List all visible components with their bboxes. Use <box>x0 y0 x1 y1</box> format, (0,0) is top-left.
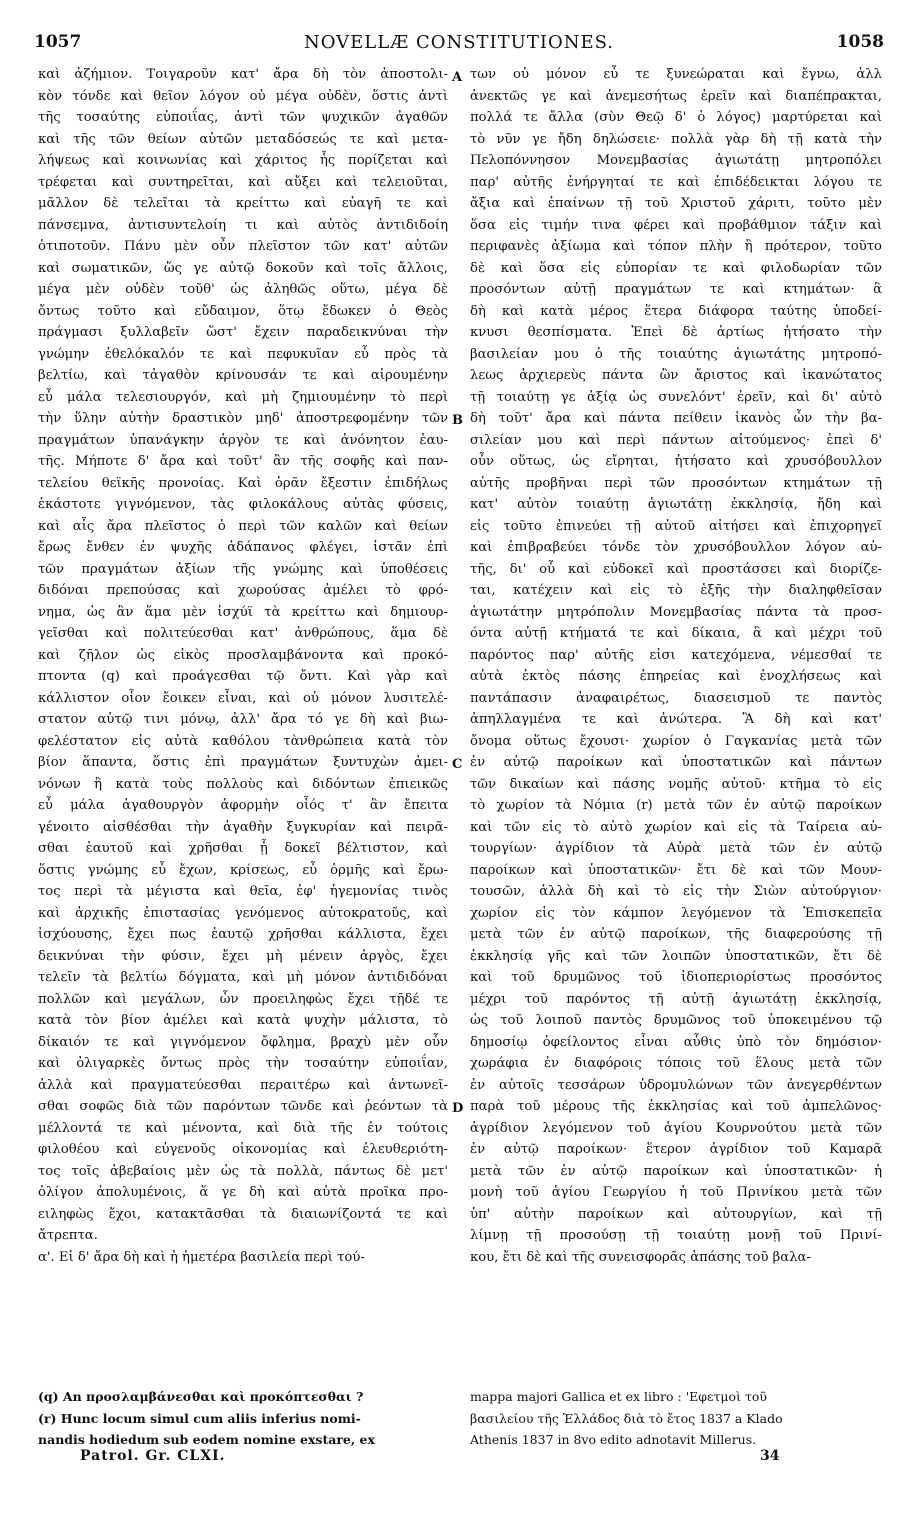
text-line: ειληφὼς ἔχοι, κατακτᾶσθαι τὰ διαιωνίζοντά τε καὶ <box>38 1206 448 1222</box>
text-line: καὶ τοῦ δρυμῶνος τοῦ ἰδιοπεριορίστως προσόντος <box>470 970 882 985</box>
text-line: χωρίον εἰς τὸν κάμπον λεγόμενον τὰ Ἐπισκεπεῖα <box>470 905 882 921</box>
section-marker-b: B <box>452 413 463 428</box>
text-line: κὸν τόνδε καὶ θεῖον λόγον οὐ μέγα οὐδὲν, ὅστις ἀντὶ <box>38 88 448 104</box>
text-line: μᾶλλον δὲ τελεῖται τὰ κρείττω καὶ εὐαγῆ τε καὶ <box>38 196 448 211</box>
text-line: Πελοπόννησον Μονεμβασίας ἁγιωτάτῃ μητροπόλει <box>470 153 882 168</box>
text-line: καὶ τῆς τῶν θείων αὐτῶν μεταδόσεώς τε καὶ μετα- <box>38 131 448 147</box>
footnotes-right <box>470 1388 882 1453</box>
text-line: τουσῶν, ἀλλὰ δὴ καὶ τὸ εἰς τὴν Σιὼν αὐτούργιον· <box>470 884 882 899</box>
text-line: σθαι σοφῶς διὰ τῶν παρόντων τῶνδε καὶ ῥεόντων τὰ <box>38 1099 448 1114</box>
text-line: παροίκων καὶ ὑποστατικῶν· ἔτι δὲ καὶ τῶν Μουν- <box>470 862 882 878</box>
text-line: τῶν δικαίων καὶ πάσης νομῆς αὐτοῦ· κτῆμα τὸ εἰς <box>470 776 882 792</box>
text-line: γένοιτο αἰσθέσθαι τὴν ἀγαθὴν ξυγκυρίαν καὶ πειρᾶ- <box>38 819 448 835</box>
text-line: ἀπηλλαγμένα τε καὶ ἀνώτερα. Ἃ δὴ καὶ κατ' <box>470 712 882 727</box>
text-line: εὖ μάλα ἀγαθουργὸν ἀφορμὴν οἷός τ' ἂν ἔπειτα <box>38 798 448 813</box>
text-line: καὶ ζῆλον ὡς εἰκὸς προσλαμβάνοντα καὶ προκό- <box>38 647 448 663</box>
page-header <box>34 32 884 58</box>
text-line: ὡς τοῦ λοιποῦ παντὸς δρυμῶνος τοῦ ὑποκειμένου τῷ <box>470 1013 882 1028</box>
text-line: φελέστατον εἰς αὐτὰ καθόλου τὰνθρώπεια κατὰ τὸν <box>38 733 448 749</box>
text-line: καὶ σωματικῶν, ὥς γε αὐτῷ δοκοῦν καὶ τοῖς ἄλλοις, <box>38 260 448 276</box>
text-line: ἐν αὐτῷ παροίκων καὶ ὑποστατικῶν καὶ πάντων <box>470 755 882 770</box>
running-title: NOVELLÆ CONSTITUTIONES. <box>303 32 615 53</box>
text-line: καὶ ἐπιβραβεύει τόνδε τὸν χρυσόβουλλον λόγον αὐ- <box>470 540 882 555</box>
text-line: μονὴ τοῦ ἁγίου Γεωργίου ἡ τοῦ Πρινίκου μετὰ τῶν <box>470 1185 882 1200</box>
text-line: οὖν οὕτως, ὡς εἴρηται, ἠτήσατο καὶ χρυσόβουλλον <box>470 454 882 469</box>
text-line: πράγμασι ξυλλαβεῖν ὥστ' ἔχειν παραδεικνύναι τὴν <box>38 325 448 340</box>
text-line: τῇ τοιαύτῃ γε ἀξίᾳ ὡς συνελόντ' ἐρεῖν, καὶ δι' αὐτὸ <box>470 389 882 405</box>
section-marker-d: D <box>452 1101 464 1116</box>
footnote-line: Athenis 1837 in 8vo edito adnotavit Millerus. <box>470 1432 757 1447</box>
text-line: ἐν αὐτῷ παροίκων· ἕτερον ἀγρίδιον τοῦ Καμαρᾶ <box>470 1142 882 1157</box>
text-line: δημοσίῳ ὀφείλοντος εἶναι αὖθις ὑπὸ τὸν δημόσιον· <box>470 1034 882 1050</box>
footnote-line: nandis hodiedum sub eodem nomine exstare, ex <box>38 1432 375 1447</box>
text-line: αὐτῆς προβῆναι περὶ τῶν προσόντων κτημάτων τῇ <box>470 475 882 491</box>
text-line: ὄντως τοῦτο καὶ εὔδαιμον, ὅτῳ ἔδωκεν ὁ Θεὸς <box>38 303 448 319</box>
text-line: ἐν αὐτοῖς τεσσάρων ὑδρομυλώνων τῶν ἀνεγερθέντων <box>470 1077 882 1093</box>
text-line: γεῖσθαι καὶ πολιτεύεσθαι κατ' ἀνθρώπους, ἅμα δὲ <box>38 626 448 641</box>
text-line: ται, κατέχειν καὶ εἰς τὸ ἑξῆς τὴν διαληφθεῖσαν <box>470 583 882 598</box>
text-line: καὶ ἀζήμιον. Τοιγαροῦν κατ' ἄρα δὴ τὸν ἀποστολι- <box>38 67 448 82</box>
text-line: ἑκάστοτε γιγνόμενον, τὰς φιλοκάλους αὐτὰς φύσεις, <box>38 497 448 512</box>
footer-signature-number: 34 <box>760 1448 780 1464</box>
text-line: ἀγρίδιον λεγόμενον τοῦ ἁγίου Κουρνούτου μετὰ τῶν <box>470 1120 882 1136</box>
text-line: τὴν ὕλην αὐτὴν δραστικὸν μηδ' ἀποστρεφομένην τῶν <box>38 411 448 426</box>
text-line: τῶν πραγμάτων ἀξίων τῆς γνώμης καὶ ὑποθέσεις <box>38 561 448 577</box>
left-text-column <box>38 64 448 1268</box>
text-line: βασιλείαν μου ὁ τῆς τοιαύτης ἁγιωτάτης μητροπό- <box>470 346 882 362</box>
text-line: βίον ἅπαντα, ὅστις ἐπὶ πραγμάτων ξυντυχὼν ἀμει- <box>38 755 448 770</box>
text-line: τῆς, δι' οὗ καὶ εὐδοκεῖ καὶ προστάσσει καὶ διορίζε- <box>470 561 882 577</box>
text-line: α'. Εἰ δ' ἄρα δὴ καὶ ἡ ἡμετέρα βασιλεία περὶ τού- <box>38 1249 365 1265</box>
text-line: κου, ἔτι δὲ καὶ τῆς συνεισφορᾶς ἁπάσης τοῦ βαλα- <box>470 1249 811 1265</box>
footer-source: Patrol. Gr. CLXI. <box>80 1448 226 1464</box>
text-line: εἰς τοῦτο ἐπινεύει τῇ αὐτοῦ αἰτήσει καὶ ἐπιχορηγεῖ <box>470 518 882 534</box>
text-line: καὶ αἷς ἄρα πλεῖστος ὁ περὶ τῶν καλῶν καὶ θείων <box>38 518 448 534</box>
text-line: ἀλλὰ καὶ πραγματεύεσθαι περαιτέρω καὶ ἀντωνεῖ- <box>38 1077 448 1093</box>
text-line: ἄτρεπτα. <box>38 1228 98 1243</box>
text-line: στατον αὐτῷ τινι μόνῳ, ἀλλ' ἄρα τό γε δὴ καὶ βιω- <box>38 712 448 727</box>
text-line: ὄνομα οὕτως ἔχουσι· χωρίον ὁ Γαγκανίας μετὰ τῶν <box>470 733 882 749</box>
text-line: ὁτιποτοῦν. Πάνυ μὲν οὖν πλεῖστον τῶν κατ' αὐτῶν <box>38 239 448 254</box>
text-line: περιφανὲς ἀξίωμα καὶ τόπον πλὴν ἢ πρότερον, τοῦτο <box>470 239 882 254</box>
text-line: μετὰ τῶν ἐν αὐτῷ παροίκων, τῆς διαφερούσης τῇ <box>470 927 882 942</box>
text-line: ὑπ' αὐτὴν παροίκων καὶ αὐτουργίων, καὶ τῇ <box>470 1206 882 1222</box>
text-line: βελτίω, καὶ τἀγαθὸν κρίνουσάν τε καὶ αἱρουμένην <box>38 368 448 383</box>
text-line: δὴ τοῦτ' ἄρα καὶ πάντα πείθειν ἱκανὸς ὧν τὴν βα- <box>470 411 882 426</box>
text-line: μέχρι τοῦ παρόντος τῇ αὐτῇ ἁγιωτάτῃ ἐκκλησίᾳ, <box>470 991 882 1007</box>
text-line: τῆς. Μήποτε δ' ἄρα καὶ τοῦτ' ἂν τῆς σοφῆς καὶ παν- <box>38 454 448 469</box>
right-text-column <box>470 64 882 1268</box>
text-line: ὀλίγον ἀπολυμένοις, ἅ γε δὴ καὶ αὐτὰ προῖκα προ- <box>38 1185 448 1200</box>
text-line: νόνων ἢ κατὰ τοὺς πολλοὺς καὶ διδόντων ἐπιεικῶς <box>38 776 448 792</box>
text-line: νημα, ὡς ἂν ἅμα μὲν ἰσχύϊ τὰ κρείττω καὶ δημιουρ- <box>38 604 448 620</box>
text-line: παρόντος παρ' αὐτῆς εἰσι κατεχόμενα, νέμεσθαί τε <box>470 647 882 663</box>
text-line: τελεῖν τὰ βελτίω δόγματα, καὶ μὴ μόνον ἀντιδιδόναι <box>38 970 448 985</box>
text-line: ἀνεκτῶς γε καὶ ἀνεμεσήτως ἐρεῖν καὶ διαπέπρακται, <box>470 88 882 104</box>
text-line: γνώμην ἐθελόκαλόν τε καὶ πεφυκυῖαν εὖ πρὸς τὰ <box>38 346 448 362</box>
text-line: εὖ μάλα τελεσιουργόν, καὶ μὴ ζημιουμένην τὸ περὶ <box>38 389 448 405</box>
text-line: τρέφεται καὶ συντηρεῖται, καὶ αὔξει καὶ τελειοῦται, <box>38 174 448 190</box>
text-line: μέγα μὲν οὐδὲν τοῦθ' ὡς ἀληθῶς οὕτω, μέγα δὲ <box>38 282 448 297</box>
text-line: κνυσι θεσπίσματα. Ἐπεὶ δὲ ἀρτίως ἠτήσατο τὴν <box>470 325 882 340</box>
text-line: ἄξια καὶ ἐπαίνων τῇ τοῦ Χριστοῦ χάριτι, τοῦτο μὲν <box>470 196 882 211</box>
text-line: κατ' αὐτὸν τοιαύτῃ ἁγιωτάτῃ ἐκκλησίᾳ, ἤδη καὶ <box>470 497 882 512</box>
text-line: φιλοθέου καὶ εὐγενοῦς οἰκονομίας καὶ ἐλευθεριότη- <box>38 1142 448 1157</box>
text-line: σιλείαν μου καὶ περὶ πάντων αἰτούμενος· ἐπεὶ δ' <box>470 432 882 448</box>
text-line: παρ' αὐτῆς ἐνήργηταί τε καὶ ἐπιδέδεικται λόγου τε <box>470 174 882 190</box>
text-line: δεικνύναι τὴν φύσιν, ἔχει μὴ μένειν ἀργὸς, ἔχει <box>38 948 448 964</box>
text-line: χωράφια ἐν διαφόροις τόποις τοῦ ἕλους μετὰ τῶν <box>470 1056 882 1071</box>
text-line: παρὰ τοῦ μέρους τῆς ἐκκλησίας καὶ τοῦ ἀμπελῶνος· <box>470 1099 882 1114</box>
footnote-line: βασιλείου τῆς Ἑλλάδος διὰ τὸ ἔτος 1837 a Klado <box>470 1410 783 1426</box>
text-line: ἐκκλησίᾳ γῆς καὶ τῶν λοιπῶν ὑποστατικῶν, ἔτι δὲ <box>470 948 882 964</box>
footnote-line: (q) An προσλαμβάνεσθαι καὶ προκόπτεσθαι ? <box>38 1389 364 1404</box>
text-line: τος τοῖς ἀβεβαίοις μὲν ὡς τὰ πολλὰ, πάντως δὲ μετ' <box>38 1163 448 1179</box>
text-line: πραγμάτων ὑπανάγκην ἀργὸν τε καὶ ἀνόνητον ἑαυ- <box>38 432 448 448</box>
section-marker-a: A <box>452 70 463 85</box>
text-line: τῆς τοσαύτης εὐποιΐας, ἀντὶ τῶν ψυχικῶν ἀγαθῶν <box>38 110 448 125</box>
text-line: παντάπασιν ἀναφαιρέτως, διασεισμοῦ τε παντὸς <box>470 690 882 706</box>
text-line: δὲ καὶ ὅσα εἰς εὐπορίαν τε καὶ φιλοδωρίαν τῶν <box>470 260 882 276</box>
text-line: δὴ καὶ κατὰ μέρος ἕτερα διάφορα ταύτης ὑποδεί- <box>470 303 882 319</box>
text-line: καὶ τῶν εἰς τὸ αὐτὸ χωρίον καὶ εἰς τὰ Ταίρεια αὐ- <box>470 819 882 835</box>
section-marker-c: C <box>452 757 463 772</box>
text-line: δίκαιόν τε καὶ γιγνόμενον ὄφλημα, βραχὺ μὲν οὖν <box>38 1034 448 1050</box>
text-line: κατὰ τὸν βίον ἀμέλει καὶ κατὰ ψυχὴν μάλιστα, τὸ <box>38 1013 448 1028</box>
text-line: αὐτὰ ἐκτὸς πάσης ἐπηρείας καὶ ἐνοχλήσεως καὶ <box>470 669 882 684</box>
page-number-right: 1058 <box>836 32 884 52</box>
footnote-line: (r) Hunc locum simul cum aliis inferius nomi- <box>38 1410 361 1426</box>
text-line: προσόντων αὐτῇ πραγμάτων τε καὶ κτημάτων· ἃ <box>470 282 882 297</box>
text-line: όντα αὐτῇ κτήματά τε καὶ δίκαια, ἃ καὶ μέχρι τοῦ <box>470 626 882 641</box>
text-line: πάνσεμνα, ἀντισυντελοίη τι καὶ αὐτὸς ἀντιδιδοίη <box>38 217 448 233</box>
text-line: ἁγιωτάτην μητρόπολιν Μονεμβασίας πάντα τὰ προσ- <box>470 604 882 620</box>
text-line: ὅσα εἰς τιμήν τινα φέρει καὶ προβάθμιον τάξιν καὶ <box>470 217 882 233</box>
text-line: καὶ ἀρχικῆς ἐπιστασίας γενόμενος αὐτοκρατοῦς, καὶ <box>38 905 448 921</box>
text-line: διδόναι πρεπούσας καὶ χωρούσας ἀμέλει τὸ φρό- <box>38 583 448 598</box>
text-line: λεως ἀρχιερεὺς πάντα ὢν ἄριστος καὶ ἱκανώτατος <box>470 368 882 383</box>
text-line: σθαι ἑαυτοῦ καὶ χρῆσθαι ᾗ δοκεῖ βέλτιστον, καὶ <box>38 841 448 856</box>
text-line: ὅστις γνώμης εὖ ἔχων, κρίσεως, εὖ ὁρμῆς καὶ ἔρω- <box>38 862 448 878</box>
footnote-line: mappa majori Gallica et ex libro : 'Εφετμοὶ τοῦ <box>470 1389 767 1404</box>
text-line: καὶ ὀλιγαρκὲς ὄντως πρὸς τὴν τοσαύτην εὐποιΐαν, <box>38 1056 448 1071</box>
text-line: ἰσχύουσης, ἔχει πως ἑαυτῷ χρῆσθαι κάλλιστα, ἔχει <box>38 927 448 942</box>
page-number-left: 1057 <box>34 32 82 52</box>
text-line: μετὰ τῶν ἐν αὐτῷ παροίκων καὶ ὑποστατικῶν· ἡ <box>470 1163 882 1179</box>
text-line: λήψεως καὶ κοινωνίας καὶ χάριτος ἧς πορίζεται καὶ <box>38 153 448 168</box>
text-line: τὸ χωρίον τὰ Νόμια (r) μετὰ τῶν ἐν αὐτῷ παροίκων <box>470 798 882 813</box>
footnotes-left <box>38 1388 448 1453</box>
text-line: πτοντα (q) καὶ προάγεσθαι τῷ ὄντι. Καὶ γὰρ καὶ <box>38 669 448 684</box>
text-line: λίμνῃ τῇ προσούσῃ τῇ τοιαύτῃ μονῇ τοῦ Πρινί- <box>470 1228 882 1243</box>
text-line: μέλλοντά τε καὶ μένοντα, καὶ διὰ τῆς ἐν τούτοις <box>38 1120 448 1136</box>
text-line: τελείου θεϊκῆς προνοίας. Καὶ ὁρᾶν ἔξεστιν ἐπιδήλως <box>38 475 448 491</box>
text-line: πολλῶν καὶ μεγάλων, ὧν προειληφὼς ἔχει τῇδέ τε <box>38 991 448 1007</box>
text-line: τουργίων· ἀγρίδιον τὰ Αὐρὰ μετὰ τῶν ἐν αὐτῷ <box>470 841 882 856</box>
text-line: κάλλιστον οἷον ἔοικεν εἶναι, καὶ οὐ μόνον λυσιτελέ- <box>38 690 448 706</box>
text-line: τος περὶ τὰ μέγιστα καὶ θεῖα, ἐφ' ἡγεμονίας τινὸς <box>38 884 448 899</box>
text-line: τὸ νῦν γε ἤδη δηλώσειε· πολλὰ γὰρ δὴ τῇ κατὰ τὴν <box>470 131 882 147</box>
text-line: ἔρως ἔνθεν ἐν ψυχῆς ἀδάπανος φλέγει, ἰστᾶν ἐπὶ <box>38 540 448 555</box>
text-line: πολλά τε ἄλλα (σὺν Θεῷ δ' ὁ λόγος) μαρτύρεται καὶ <box>470 110 882 125</box>
text-line: των οὐ μόνον εὖ τε ξυνεώραται καὶ ἔγνω, ἀλλ <box>470 67 882 82</box>
